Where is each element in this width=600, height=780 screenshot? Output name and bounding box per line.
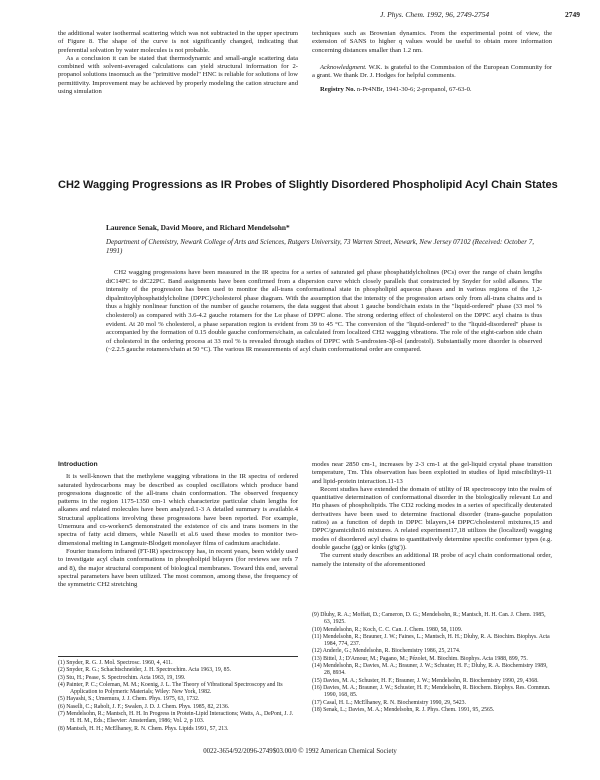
running-header <box>380 10 580 19</box>
journal-citation: J. Phys. Chem. 1992, 96, 2749-2754 <box>380 10 490 19</box>
reference-item: (5) Hayashi, S.; Umemura, J. J. Chem. Phys. 1975, 63, 1732. <box>58 696 200 703</box>
reference-item: (6) Naselli, C.; Rabolt, J. F.; Swalen, J. D. J. Chem. Phys. 1985, 82, 2136. <box>58 703 230 710</box>
reference-item: (11) Mendelsohn, R.; Brauner, J. W.; Faines, L.; Mantsch, H. H.; Dluhy, R. A. Biochim. Biophys. Acta 1984, 774, 237. <box>312 633 550 648</box>
article-authors: Laurence Senak, David Moore, and Richard Mendelsohn* <box>106 223 290 232</box>
reference-item: (2) Snyder, R. G.; Schachtschneider, J. H. Spectrochim. Acta 1963, 19, 85. <box>58 667 231 674</box>
body-paragraph: the additional water isothermal scattering which was not subtracted in the upper spectrum of Figure 8. The shape of the curve is not significantly changed, indicating that preferential solvation by water molecules is not probable. <box>58 30 298 54</box>
reference-item: (13) Bittel, J.; D'Amour, M.; Pagano, M.; Pézolet, M. Biochim. Biophys. Acta 1988, 899, 75. <box>312 655 528 662</box>
reference-item: (1) Snyder, R. G. J. Mol. Spectrosc. 1960, 4, 411. <box>58 660 173 666</box>
reference-item: (7) Mendelsohn, R.; Mantsch, H. H. In Progress in Protein-Lipid Interactions; Watts, A., DePont, J. J. H. H. M., Eds.; Elsevier: Amsterdam, 1986; Vol. 2, p 103. <box>58 711 294 725</box>
registry-label: Registry No. <box>320 86 356 94</box>
introduction-left-column <box>58 461 298 589</box>
acknowledgment <box>312 64 552 81</box>
previous-article-left-column <box>58 30 298 96</box>
acknowledgment-text: W.K. is grateful to the Commission of the European Community for a grant. We thank Dr. J. Hodges for helpful comments. <box>312 63 552 80</box>
article-title: CH2 Wagging Progressions as IR Probes of Slightly Disordered Phospholipid Acyl Chain States <box>58 179 558 191</box>
reference-item: (9) Dluhy, R. A.; Moffatt, D.; Cameron, D. G.; Mendelsohn, R.; Mantsch, H. H. Can. J. Chem. 1985, 63, 1925. <box>312 612 546 626</box>
section-heading: Introduction <box>58 461 98 468</box>
previous-article-right-column <box>312 30 552 95</box>
reference-item: (10) Mendelsohn, R.; Koch, C. C. Can. J. Chem. 1980, 58, 1109. <box>312 626 463 633</box>
reference-item: (14) Mendelsohn, R.; Davies, M. A.; Brauner, J. W.; Schuster, H. F.; Dluhy, R. A. Biochemistry 1989, 28, 8934. <box>312 663 548 677</box>
reference-item: (12) Anderle, G.; Mendelsohn, R. Biochemistry 1986, 25, 2174. <box>312 648 461 655</box>
reference-item: (4) Painter, P. C.; Coleman, M. M.; Koenig, J. L. The Theory of Vibrational Spectroscopy and Its Application to Polymeric Materials; Wiley: New York, 1982. <box>58 681 283 696</box>
registry-text: n-Pr4NBr, 1941-30-6; 2-propanol, 67-63-0. <box>356 86 472 94</box>
page-footer: 0022-3654/92/2096-2749$03.00/0 © 1992 American Chemical Society <box>203 748 397 755</box>
reference-item: (18) Senak, L.; Davies, M. A.; Mendelsohn, R. J. Phys. Chem. 1991, 95, 2565. <box>312 706 495 713</box>
body-paragraph: As a conclusion it can be stated that thermodynamic and small-angle scattering data combined with solvent-averaged calculations can yield structural information for 2-propanol solutions insomuch as the "primitive model" HNC is reliable for solutions of low permittivity. Improvement may be achieved by properly modeling the cation structure and using simulation <box>58 54 298 96</box>
body-paragraph: modes near 2850 cm-1, increases by 2-3 cm-1 at the gel-liquid crystal phase transition temperature, Tm. This observation has been exploited in studies of lipid miscibility9-11 and lipid-protein interaction.11-13 <box>312 461 552 485</box>
reference-item: (15) Davies, M. A.; Schuster, H. F.; Brauner, J. W.; Mendelsohn, R. Biochemistry 1990, 29, 4368. <box>312 677 539 684</box>
registry-numbers <box>312 86 552 94</box>
references-left <box>58 656 298 733</box>
page-number: 2749 <box>565 10 580 19</box>
body-paragraph: Recent studies have extended the domain of utility of IR spectroscopy into the realm of quantitative determination of conformational disorder in the biologically relevant Lα and Hα phases of phospholipids. The CD2 rocking modes in a series of specifically deuterated derivatives have been used to determine fractional disorder (trans-gauche population ratios) as a function of depth in DPPC bilayers,14 DPPC/cholesterol mixtures,15 and DPPC/gramicidin16 mixtures. A related experiment17,18 utilizes the (localized) wagging modes of disordered acyl chains to quantitatively determine specific conformer types (e.g. double gauche (gg) or kinks (g'tg')). <box>312 485 552 551</box>
article-affiliation: Department of Chemistry, Newark College of Arts and Sciences, Rutgers University, 73 Warren Street, Newark, New Jersey 07102 (Received: October 7, 1991) <box>106 238 534 255</box>
body-paragraph: The current study describes an additional IR probe of acyl chain conformational order, namely the intensity of the aforementioned <box>312 552 552 568</box>
reference-item: (17) Casal, H. L.; McElhaney, R. N. Biochemistry 1990, 29, 5423. <box>312 699 467 706</box>
body-paragraph: techniques such as Brownian dynamics. From the experimental point of view, the extension of SANS to higher q values would be useful to obtain more information concerning distances smaller than 1.2 nm. <box>312 30 552 54</box>
reference-item: (8) Mantsch, H. H.; McElhaney, R. N. Chem. Phys. Lipids 1991, 57, 213. <box>58 725 229 732</box>
acknowledgment-label: Acknowledgment. <box>320 63 367 71</box>
article-abstract: CH2 wagging progressions have been measured in the IR spectra for a series of saturated gel phase phosphatidylcholines (PCs) over the range of chain lengths diC14PC to diC22PC. Band assignments have been confirmed from a dispersion curve which closely parallels that constructed by Snyder for solid alkanes. The intensity of the progression has been used to monitor the all-trans conformational state in phospholipid aqueous phases and in various regions of the 1,2-dipalmitoylphosphatidylcholine (DPPC)/cholesterol phase diagram. With the assumption that the intensity of the progression arises only from all-trans chains and is thus a highly nonlinear function of the number of gauche rotamers, the data suggest that about 1 gauche bond/chain exists in the "liquid-ordered" phase (33 mol % cholesterol) as compared with 3.6-4.2 gauche rotamers for the Lα phase of DPPC alone. The strong ordering effect of cholesterol on the DPPC acyl chains is thus evident. At 20 mol % cholesterol, a phase separation region is evident from 39 to 45 °C. The conversion of the "liquid-ordered" to the "liquid-disordered" phase is accompanied by the formation of 0.15 double gauche conformers/chain, as calculated from localized CH2 wagging vibrations. The role of the eight-carbon side chain of cholesterol in the ordering process at 33 mol % is revealed through studies of DPPC with 5-androsten-3β-ol (androstol). Substantially more disorder is observed (~2.2.5 gauche rotamers/chain at 50 °C). The various IR measurements of acyl chain conformational order are compared. <box>106 269 542 354</box>
reference-item: (16) Davies, M. A.; Brauner, J. W.; Schuster, H. F.; Mendelsohn, R. Biochem. Biophys. Res. Commun. 1990, 168, 85. <box>312 684 551 699</box>
references-right <box>312 612 552 714</box>
reference-item: (3) Stu, H.; Pease, S. Spectrochim. Acta 1963, 19, 199. <box>58 674 186 681</box>
introduction-right-column <box>312 461 552 569</box>
body-paragraph: It is well-known that the methylene wagging vibrations in the IR spectra of ordered saturated hydrocarbons may be described as coupled oscillators which produce band progressions diagnostic of the all-trans chain conformation. The observed frequency patterns in the region 1175-1350 cm-1 which characterize particular chain lengths for alkanes and related molecules have been analyzed.1-3 A detailed summary is available.4 Structural applications involving these progressions have been reported. For example, Umemura and co-workers5 demonstrated the existence of cis and trans isomers in the spectra of fatty acid dimers, while Naselli et al.6 used these modes to monitor two-dimensional melting in Langmuir-Blodgett monolayer films of cadmium arachidate. <box>58 473 298 547</box>
body-paragraph: Fourier transform infrared (FT-IR) spectroscopy has, in recent years, been widely used to investigate acyl chain conformations in phospholipid bilayers (for reviews see refs 7 and 8), the major structural component of biological membranes. Toward this end, several spectral parameters have been utilized. The most common, among these, the frequency of the symmetric CH2 stretching <box>58 547 298 589</box>
